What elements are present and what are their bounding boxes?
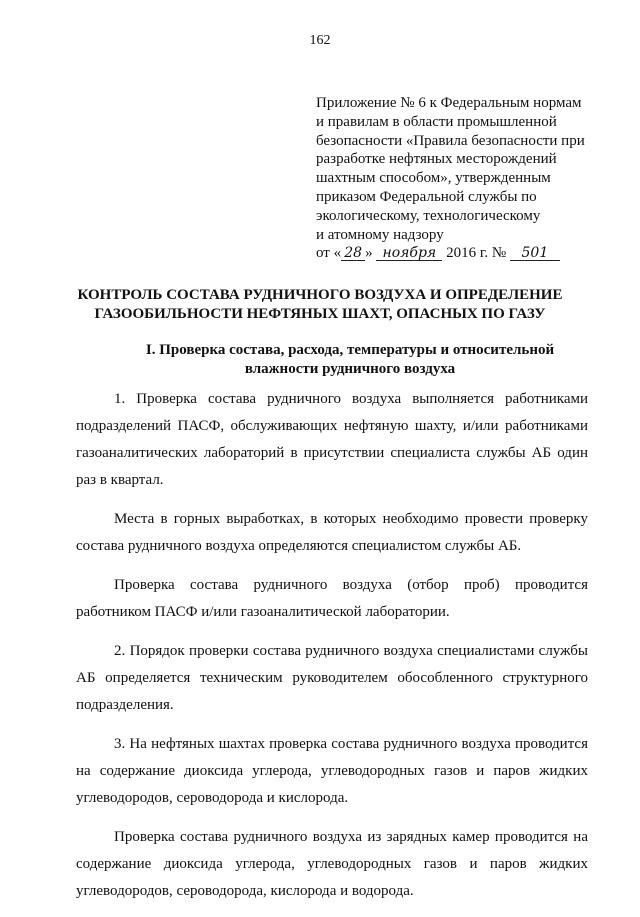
document-title	[60, 286, 580, 324]
appendix-line: экологическому, технологическому	[316, 207, 541, 224]
appendix-line: безопасности «Правила безопасности при	[316, 132, 585, 149]
paragraph-line: состава рудничного воздуха определяются специалистом службы АБ.	[76, 538, 522, 554]
appendix-line: разработке нефтяных месторождений	[316, 151, 557, 168]
appendix-line: и правилам в области промышленной	[316, 113, 557, 130]
date-year: 2016 г. №	[446, 245, 507, 262]
handwritten-month: ноября	[376, 246, 442, 261]
paragraph-line: углеводородов, сероводорода, кислорода и водорода.	[76, 883, 414, 899]
section-heading-line: I. Проверка состава, расхода, температуры и относительной	[145, 342, 555, 358]
paragraph-line: раз в квартал.	[76, 472, 164, 488]
handwritten-order-number: 501	[510, 246, 560, 261]
paragraph-line: подразделений ПАСФ, обслуживающих нефтяную шахту, и/или работниками	[76, 418, 588, 434]
date-prefix: от «	[316, 245, 342, 262]
section-heading-line: влажности рудничного воздуха	[244, 361, 456, 377]
appendix-line: и атомному надзору	[316, 226, 444, 243]
appendix-line: Приложение № 6 к Федеральным нормам	[316, 95, 582, 111]
paragraph-line: на содержание диоксида углерода, углеводородных газов и паров жидких	[76, 763, 588, 779]
paragraph-line: содержание диоксида углерода, углеводородных газов и паров жидких	[76, 856, 588, 872]
date-mid: »	[365, 245, 373, 262]
paragraph-line: углеводородов, сероводорода и кислорода.	[76, 790, 349, 806]
paragraph	[76, 572, 588, 626]
appendix-block	[316, 94, 616, 263]
paragraph-line: Места в горных выработках, в которых необходимо провести проверку	[114, 511, 588, 527]
handwritten-day: 28	[341, 246, 365, 261]
paragraph-line: подразделения.	[76, 697, 174, 713]
paragraph	[76, 731, 588, 812]
paragraph	[76, 638, 588, 719]
paragraph-line: Проверка состава рудничного воздуха (отбор проб) проводится	[114, 577, 588, 593]
appendix-line: шахтным способом», утвержденным	[316, 170, 551, 187]
paragraph-line: работником ПАСФ и/или газоаналитической лаборатории.	[76, 604, 450, 620]
appendix-date-line	[316, 244, 616, 263]
section-heading	[110, 341, 590, 379]
paragraph-line: Проверка состава рудничного воздуха из зарядных камер проводится на	[114, 829, 588, 845]
paragraph-line: 3. На нефтяных шахтах проверка состава рудничного воздуха проводится	[114, 736, 588, 752]
page-number: 162	[309, 33, 331, 48]
paragraph	[76, 506, 588, 560]
title-line: ГАЗООБИЛЬНОСТИ НЕФТЯНЫХ ШАХТ, ОПАСНЫХ ПО ГАЗУ	[94, 306, 546, 322]
document-body	[76, 386, 588, 917]
paragraph	[76, 386, 588, 494]
paragraph-line: 2. Порядок проверки состава рудничного воздуха специалистами службы	[114, 643, 588, 659]
paragraph-line: АБ определяется техническим руководителем обособленного структурного	[76, 670, 588, 686]
paragraph	[76, 824, 588, 905]
paragraph-line: 1. Проверка состава рудничного воздуха выполняется работниками	[114, 391, 588, 407]
appendix-line: приказом Федеральной службы по	[316, 188, 537, 205]
title-line: КОНТРОЛЬ СОСТАВА РУДНИЧНОГО ВОЗДУХА И ОПРЕДЕЛЕНИЕ	[77, 287, 563, 303]
paragraph-line: газоаналитических лабораторий в присутствии специалиста службы АБ один	[76, 445, 588, 461]
